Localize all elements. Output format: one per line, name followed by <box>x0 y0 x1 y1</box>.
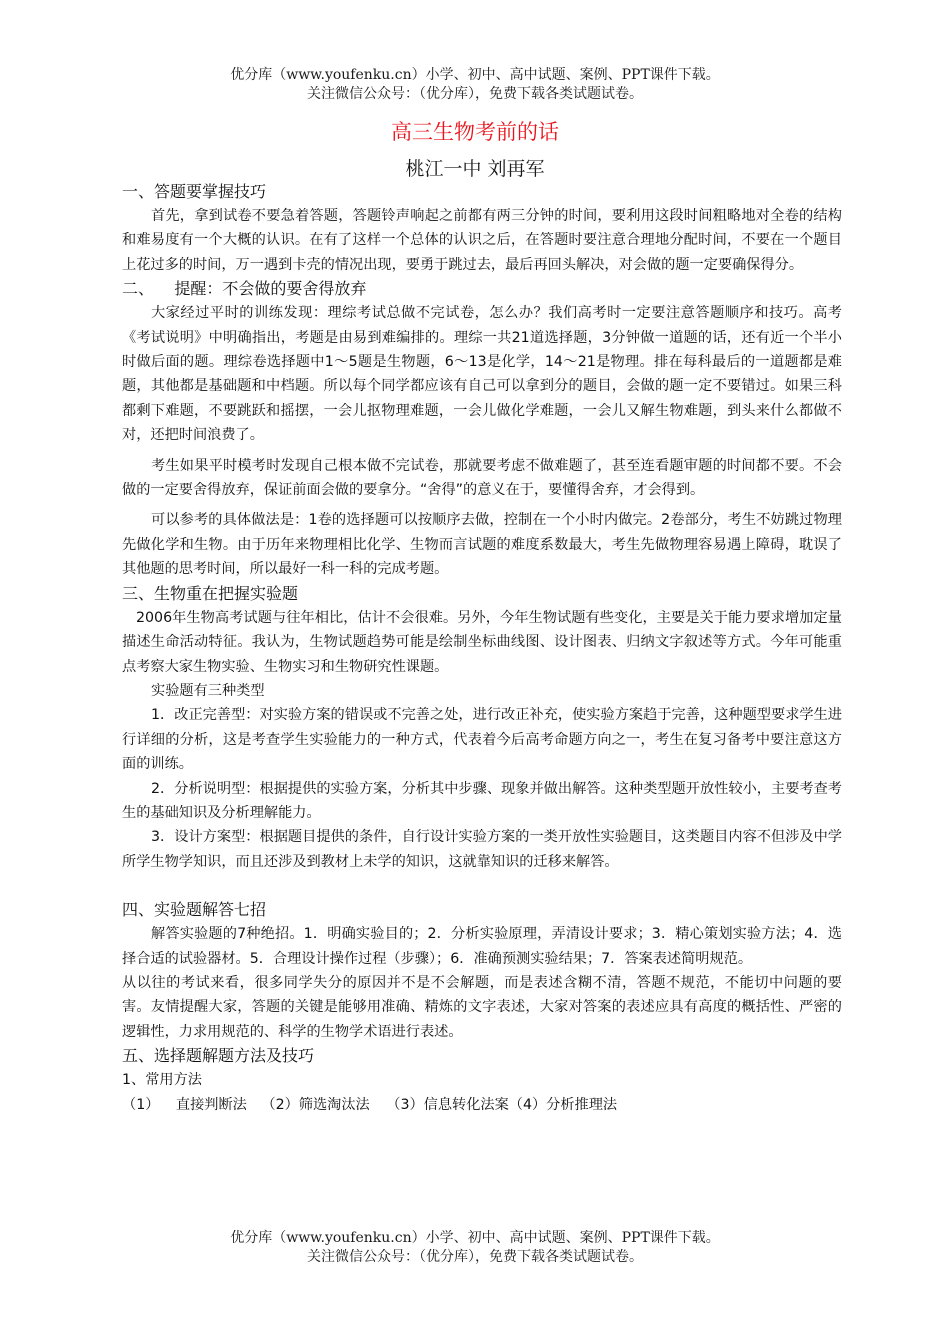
method-item: （1） <box>122 1096 160 1113</box>
section-4-heading: 四、实验题解答七招 <box>122 900 267 920</box>
header-line-2: 关注微信公众号：（优分库），免费下载各类试题试卷。 <box>307 86 643 102</box>
section-1-heading: 一、答题要掌握技巧 <box>122 182 267 201</box>
section-2-paragraph-1: 大家经过平时的训练发现：理综考试总做不完试卷，怎么办？我们高考时一定要注意答题顺序和技巧。高考《考试说明》中明确指出，考题是由易到难编排的。理综一共21道选择题，3分钟做一道题的话，还有近一个半小时做后面的题。理综卷选择题中1～5题是生物题，6～13是化学，14～21是物理。排在每科最后的一道题都是难题，其他都是基础题和中档题。所以每个同学都应该有自己可以拿到分的题目，会做的题一定不要错过。如果三科都剩下难题，不要跳跃和摇摆，一会儿抠物理难题，一会儿做化学难题，一会儿又解生物难题，到头来什么都做不对，还把时间浪费了。 <box>122 305 842 444</box>
method-item: 直接判断法 <box>175 1096 247 1113</box>
section-1-paragraph: 首先，拿到试卷不要急着答题，答题铃声响起之前都有两三分钟的时间，要利用这段时间粗略地对全卷的结构和难易度有一个大概的认识。在有了这样一个总体的认识之后，在答题时要注意合理地分配时间，不要在一个题目上花过多的时间，万一遇到卡壳的情况出现，要勇于跳过去，最后再回头解决，对会做的题一定要确保得分。 <box>122 208 842 273</box>
method-item: （2）筛选淘汰法 <box>261 1096 370 1113</box>
section-5-heading: 五、选择题解题方法及技巧 <box>122 1046 315 1066</box>
section-3-heading: 三、生物重在把握实验题 <box>122 583 299 603</box>
methods-list <box>122 1093 842 1117</box>
section-3-paragraph-3: 1．改正完善型：对实验方案的错误或不完善之处，进行改正补充，使实验方案趋于完善，这种题型要求学生进行详细的分析，这是考查学生实验能力的一种方式，代表着今后高考命题方向之一，考生在复习备考中要注意这方面的训练。 <box>122 707 842 773</box>
section-5-subheading: 1、常用方法 <box>122 1072 202 1089</box>
section-3-paragraph-2: 实验题有三种类型 <box>151 682 265 699</box>
section-4-paragraph-2: 从以往的考试来看，很多同学失分的原因并不是不会解题，而是表述含糊不清，答题不规范，不能切中问题的要害。友情提醒大家，答题的关键是能够用准确、精炼的文字表述，大家对答案的表述应具有高度的概括性、严密的逻辑性，力求用规范的、科学的生物学术语进行表述。 <box>122 974 842 1040</box>
section-3-paragraph-4: 2．分析说明型：根据提供的实验方案，分析其中步骤、现象并做出解答。这种类型题开放性较小，主要考查考生的基础知识及分析理解能力。 <box>122 780 842 821</box>
method-item: （3）信息转化法案（4）分析推理法 <box>386 1096 618 1113</box>
section-2-paragraph-2: 考生如果平时模考时发现自己根本做不完试卷，那就要考虑不做难题了，甚至连看题审题的时间都不要。不会做的一定要舍得放弃，保证前面会做的要拿分。“舍得”的意义在于，要懂得舍弃，才会得到。 <box>122 457 842 499</box>
section-3-paragraph-5: 3．设计方案型：根据题目提供的条件，自行设计实验方案的一类开放性实验题目，这类题目内容不但涉及中学所学生物学知识，而且还涉及到教材上未学的知识，这就靠知识的迁移来解答。 <box>122 829 842 870</box>
footer-line-2: 关注微信公众号：（优分库），免费下载各类试题试卷。 <box>307 1249 643 1265</box>
header-line-1: 优分库（www.youfenku.cn）小学、初中、高中试题、案例、PPT课件下载。 <box>230 67 720 83</box>
author-line: 桃江一中 刘再军 <box>405 158 545 180</box>
section-4-paragraph-1: 解答实验题的7种绝招。1．明确实验目的；2．分析实验原理，弄清设计要求；3．精心策划实验方法；4．选择合适的试验器材。5．合理设计操作过程（步骤）；6．准确预测实验结果；7．答案表述简明规范。 <box>122 926 842 967</box>
document-body <box>122 180 842 1117</box>
footer-line-1: 优分库（www.youfenku.cn）小学、初中、高中试题、案例、PPT课件下载。 <box>230 1230 720 1246</box>
section-2-paragraph-3: 可以参考的具体做法是：1卷的选择题可以按顺序去做，控制在一个小时内做完。2卷部分，考生不妨跳过物理先做化学和生物。由于历年来物理相比化学、生物而言试题的难度系数最大，考生先做物理容易遇上障碍，耽误了其他题的思考时间，所以最好一科一科的完成考题。 <box>122 512 842 578</box>
section-3-paragraph-1: 2006年生物高考试题与往年相比，估计不会很难。另外，今年生物试题有些变化，主要是关于能力要求增加定量描述生命活动特征。我认为，生物试题趋势可能是绘制坐标曲线图、设计图表、归纳文字叙述等方式。今年可能重点考察大家生物实验、生物实习和生物研究性课题。 <box>122 609 842 675</box>
page-title: 高三生物考前的话 <box>391 120 559 144</box>
section-2-heading: 二、 提醒：不会做的要舍得放弃 <box>122 279 367 299</box>
spacer <box>122 874 842 898</box>
